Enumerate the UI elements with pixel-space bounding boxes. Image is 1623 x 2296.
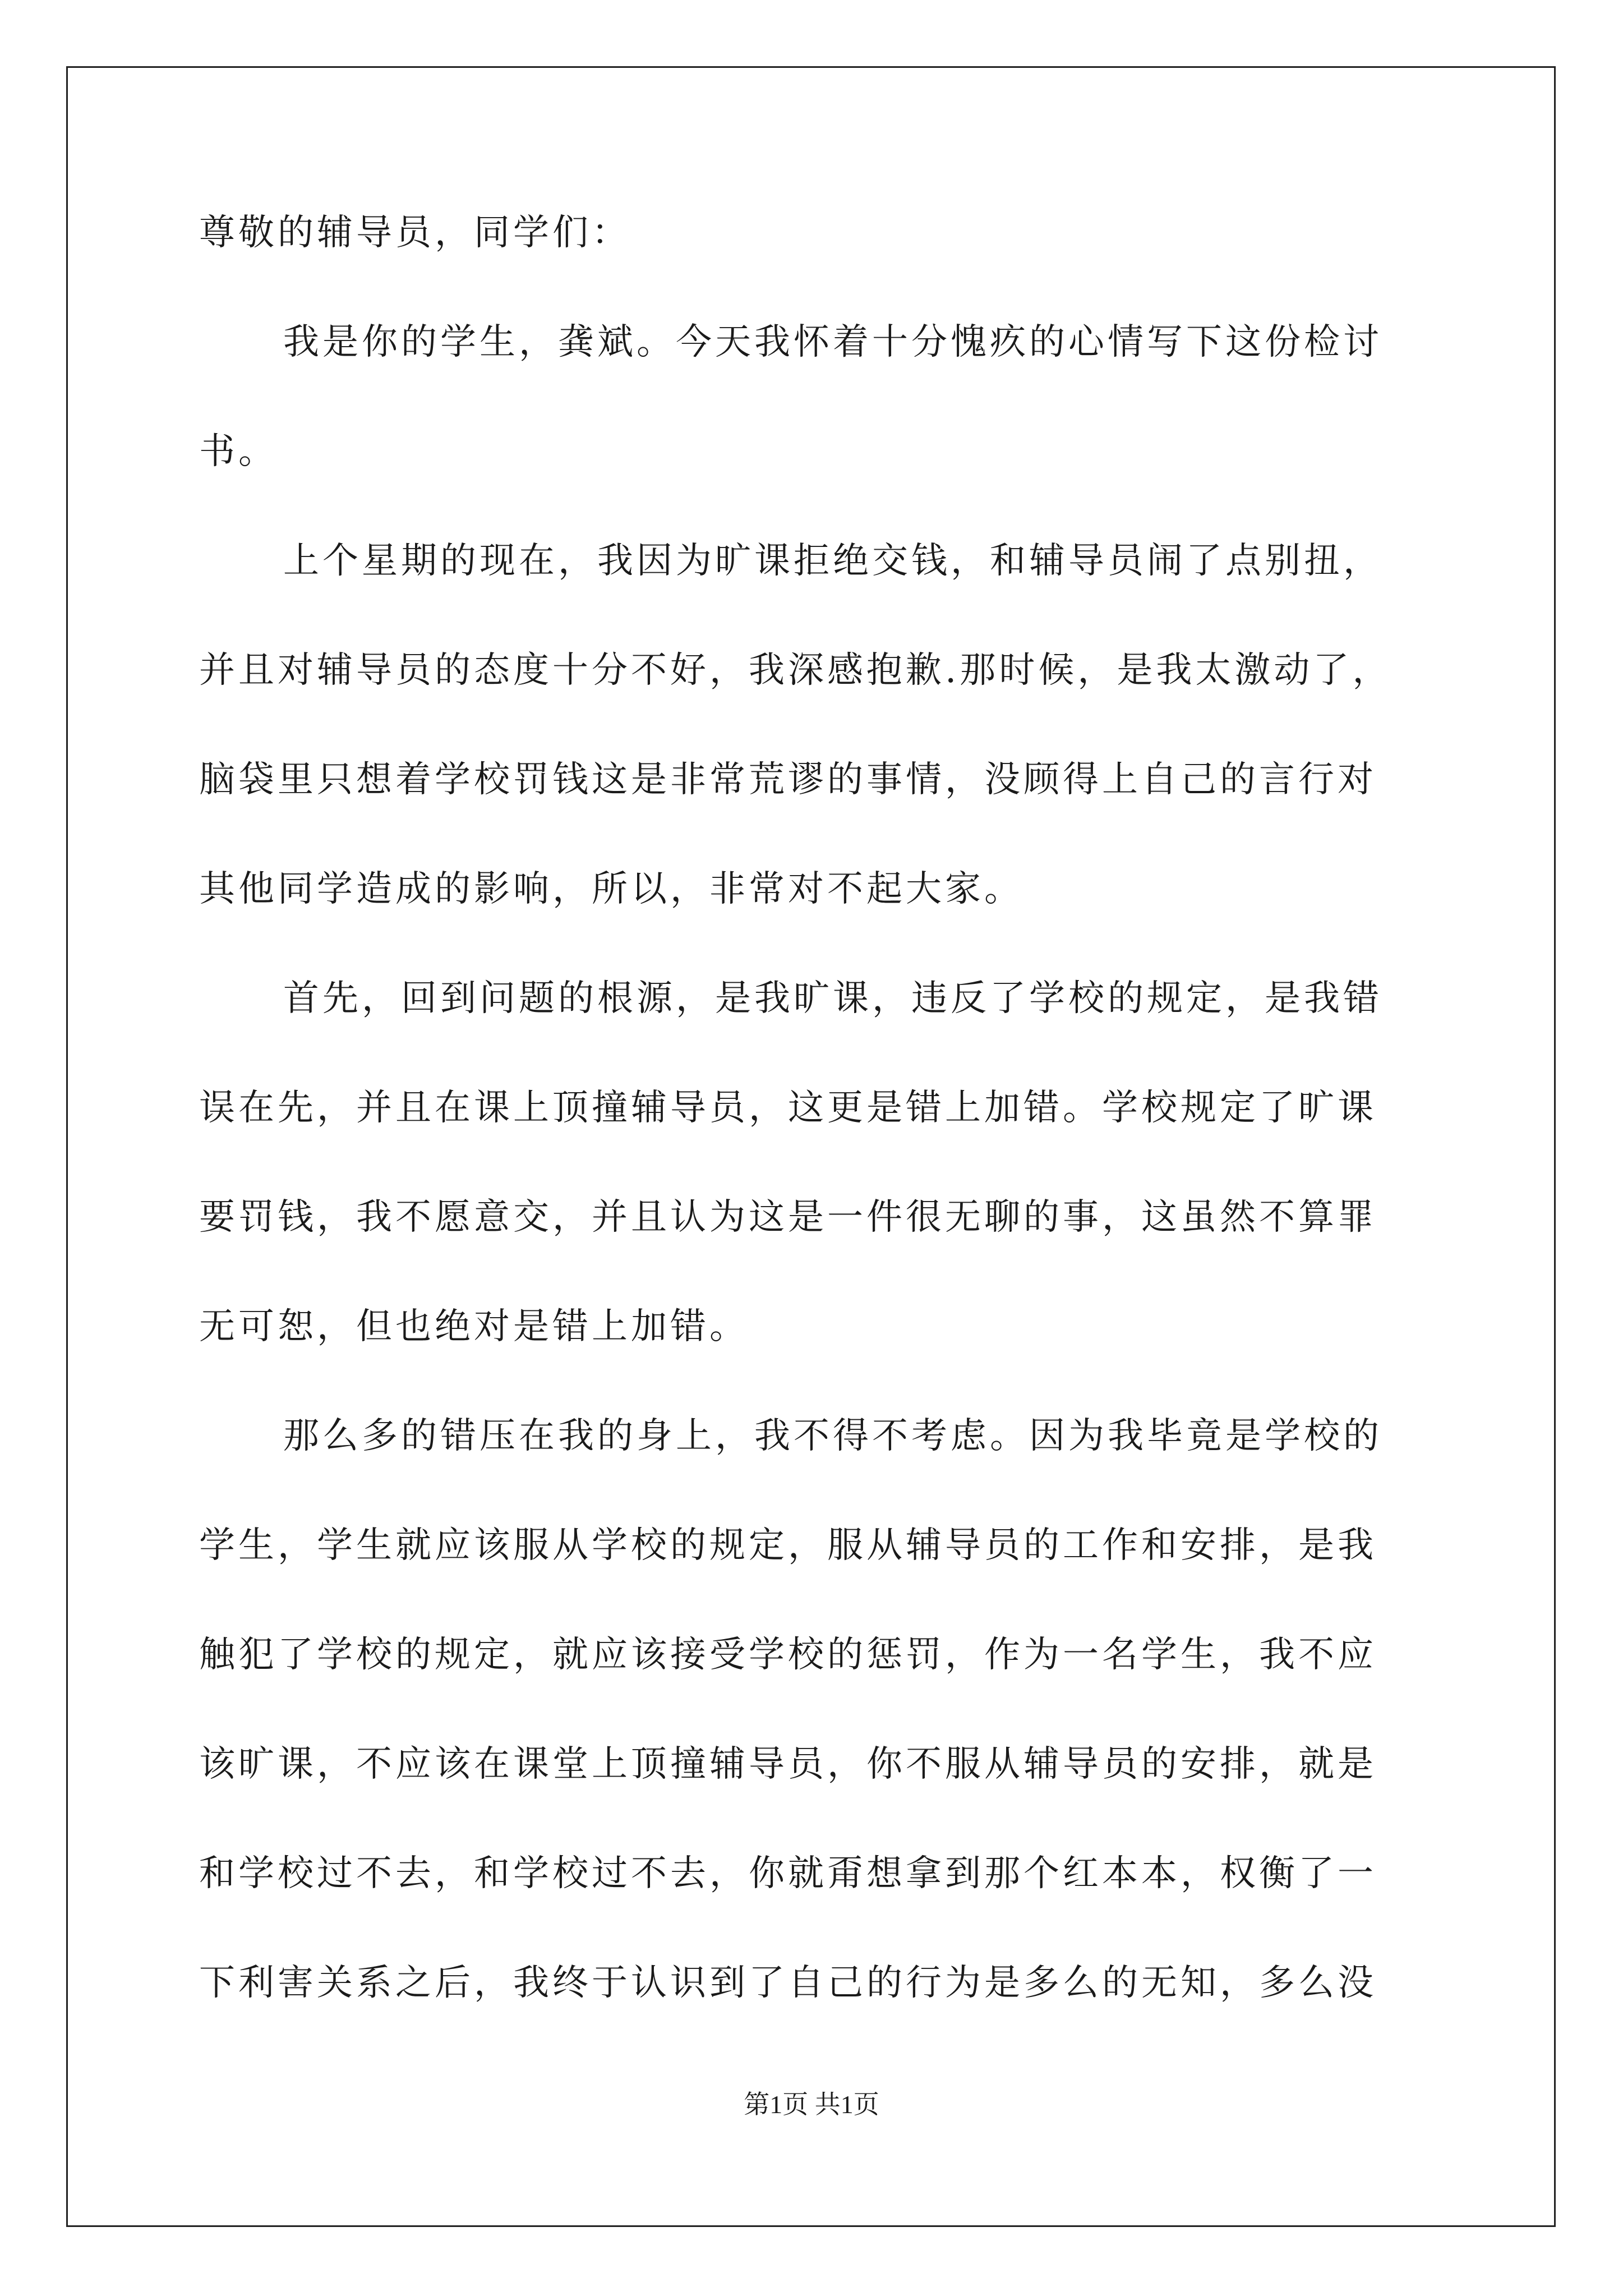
paragraph-line: 下利害关系之后，我终于认识到了自己的行为是多么的无知，多么没 [199,1962,1377,2004]
paragraph-line: 并且对辅导员的态度十分不好，我深感抱歉.那时候，是我太激动了， [199,650,1392,691]
paragraph-line: 触犯了学校的规定，就应该接受学校的惩罚，作为一名学生，我不应 [199,1634,1377,1676]
page-border [66,66,1556,2227]
paragraph-line: 上个星期的现在，我因为旷课拒绝交钱，和辅导员闹了点别扭， [283,540,1382,582]
paragraph-line: 误在先，并且在课上顶撞辅导员，这更是错上加错。学校规定了旷课 [199,1087,1377,1129]
paragraph-line: 和学校过不去，和学校过不去，你就甭想拿到那个红本本，权衡了一 [199,1853,1377,1894]
paragraph-line: 无可恕，但也绝对是错上加错。 [199,1306,749,1347]
paragraph-line: 书。 [199,431,278,472]
paragraph-line: 学生，学生就应该服从学校的规定，服从辅导员的工作和安排，是我 [199,1525,1377,1566]
paragraph-line: 脑袋里只想着学校罚钱这是非常荒谬的事情，没顾得上自己的言行对 [199,759,1377,800]
paragraph-line: 首先，回到问题的根源，是我旷课，违反了学校的规定，是我错 [283,978,1382,1019]
paragraph-line: 该旷课，不应该在课堂上顶撞辅导员，你不服从辅导员的安排，就是 [199,1743,1377,1785]
paragraph-line: 要罚钱，我不愿意交，并且认为这是一件很无聊的事，这虽然不算罪 [199,1197,1377,1238]
paragraph-line: 其他同学造成的影响，所以，非常对不起大家。 [199,868,1023,910]
paragraph-line: 我是你的学生，龚斌。今天我怀着十分愧疚的心情写下这份检讨 [283,321,1382,363]
paragraph-line: 那么多的错压在我的身上，我不得不考虑。因为我毕竟是学校的 [283,1415,1382,1457]
page-footer: 第1页 共1页 [744,2090,879,2119]
salutation: 尊敬的辅导员，同学们： [199,212,631,254]
